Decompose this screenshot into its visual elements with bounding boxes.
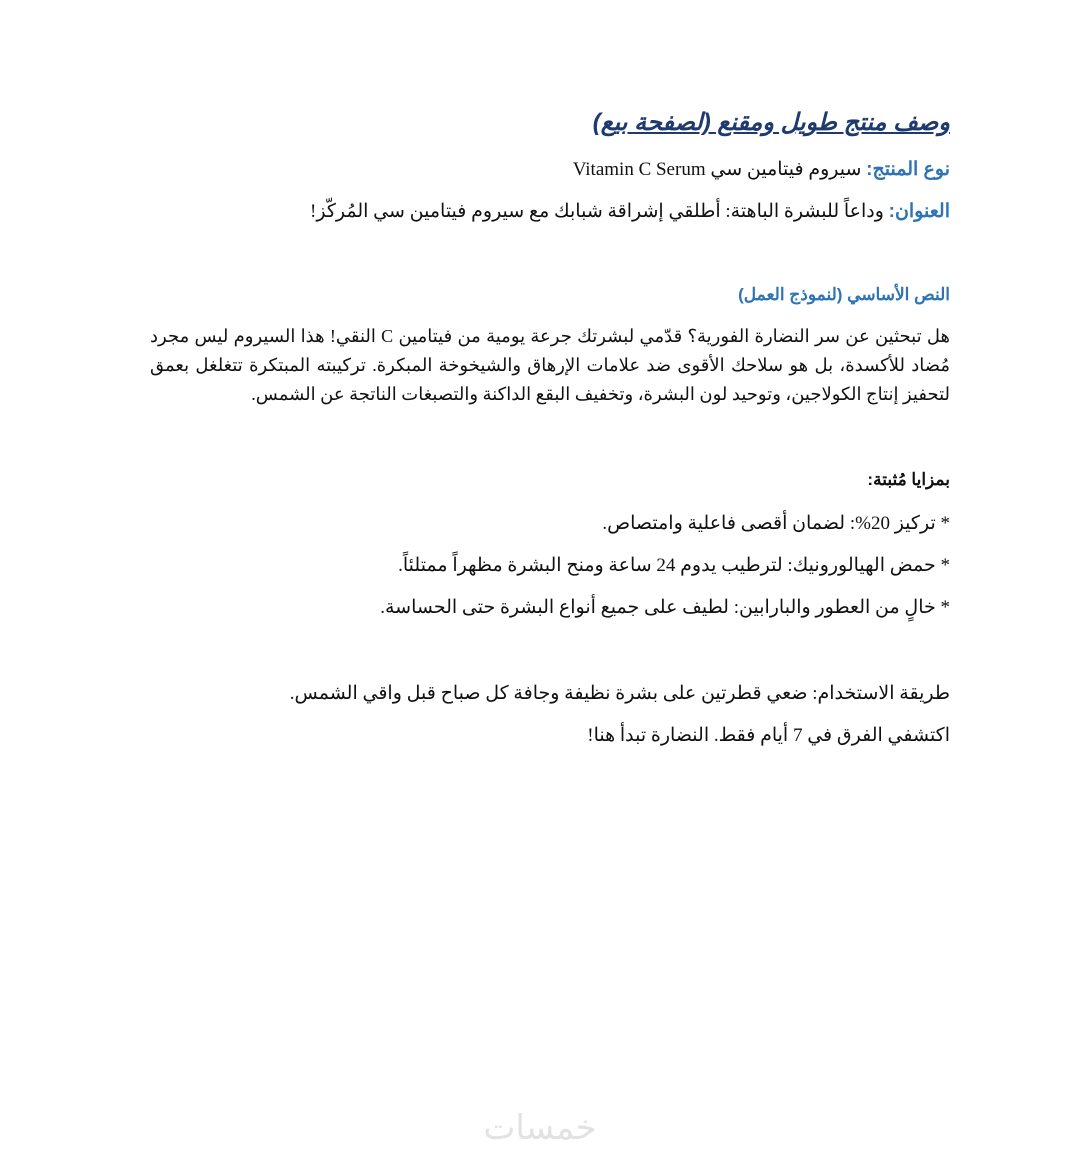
product-type-label: نوع المنتج: [866, 159, 950, 180]
main-text-heading: النص الأساسي (لنموذج العمل) [738, 285, 950, 304]
usage-text: طريقة الاستخدام: ضعي قطرتين على بشرة نظيفة وجافة كل صباح قبل واقي الشمس. [289, 683, 950, 704]
headline-value: وداعاً للبشرة الباهتة: أطلقي إشراقة شبابك مع سيروم فيتامين سي المُركّز! [310, 201, 884, 222]
product-type-line [573, 158, 950, 181]
product-type-value: سيروم فيتامين سي Vitamin C Serum [572, 159, 862, 180]
benefit-item: * خالٍ من العطور والبارابين: لطيف على جميع أنواع البشرة حتى الحساسة. [380, 597, 950, 618]
closing-text: اكتشفي الفرق في 7 أيام فقط. النضارة تبدأ هنا! [587, 725, 950, 746]
benefits-heading: بمزايا مُثبتة: [867, 470, 950, 489]
watermark-logo: خمسات [483, 1108, 597, 1148]
main-text-paragraph: هل تبحثين عن سر النضارة الفورية؟ قدّمي لبشرتك جرعة يومية من فيتامين C النقي! هذا السيروم ليس مجرد مُضاد للأكسدة، بل هو سلاحك الأقوى ضد علامات الإرهاق والشيخوخة المبكرة. تركيبته المبتكرة تتغلغل بعمق لتحفيز إنتاج الكولاجين، وتوحيد لون البشرة، وتخفيف البقع الداكنة والتصبغات الناتجة عن الشمس. [150, 326, 950, 404]
headline-label: العنوان: [888, 201, 950, 222]
benefit-item: * تركيز 20%: لضمان أقصى فاعلية وامتصاص. [602, 513, 950, 534]
headline-line [310, 200, 950, 223]
document-title: وصف منتج طويل ومقنع (لصفحة بيع) [592, 109, 950, 136]
benefit-item: * حمض الهيالورونيك: لترطيب يدوم 24 ساعة ومنح البشرة مظهراً ممتلئاً. [398, 555, 950, 576]
